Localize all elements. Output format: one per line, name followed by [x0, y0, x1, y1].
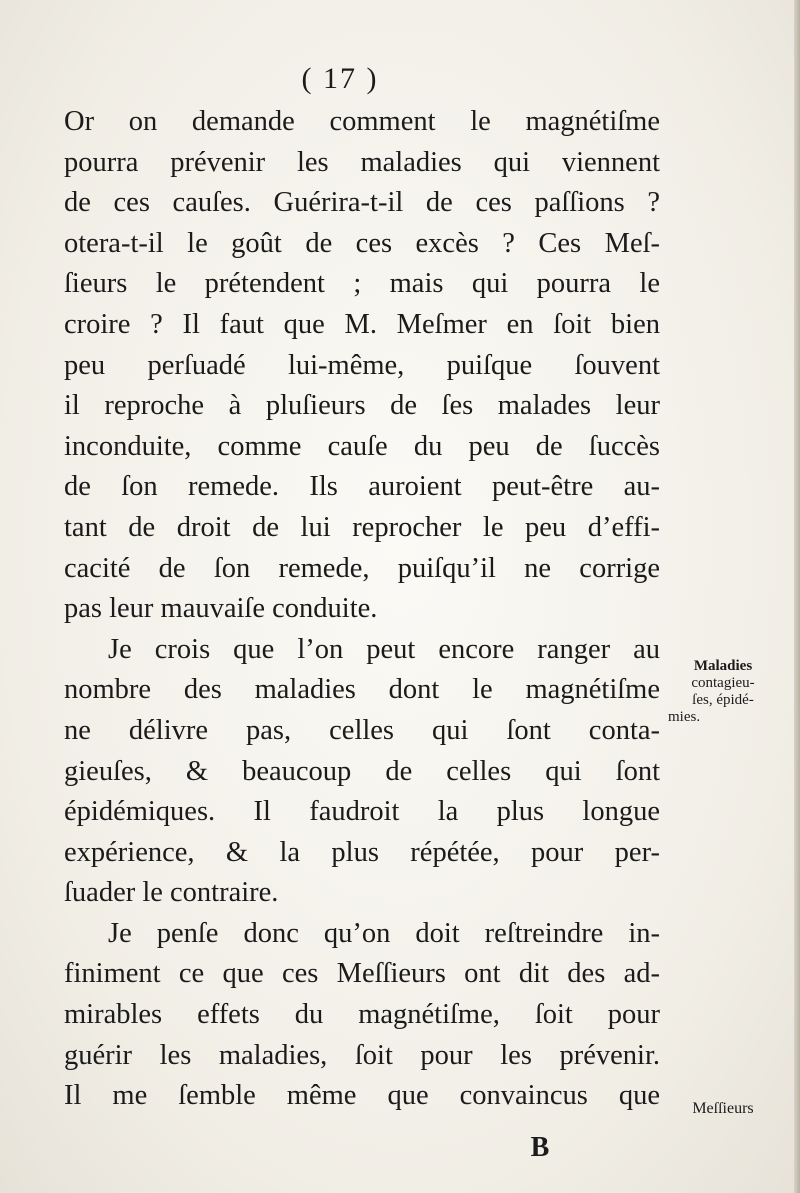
- text-line: de ces cauſes. Guérira-t-il de ces paſſions ?: [64, 187, 660, 219]
- text-line: pas leur mauvaiſe conduite.: [64, 593, 378, 625]
- text-line: Je penſe donc qu’on doit reſtreindre in-: [108, 917, 660, 949]
- text-line: ſuader le contraire.: [64, 877, 279, 909]
- text-line: cacité de ſon remede, puiſqu’il ne corrige: [64, 552, 660, 584]
- text-line: épidémiques. Il faudroit la plus longue: [64, 796, 660, 828]
- margin-note-line: ſes, épidé-: [692, 692, 754, 708]
- page-edge: [794, 0, 800, 1193]
- text-line: Je crois que l’on peut encore ranger au: [108, 633, 660, 665]
- text-line: gieuſes, & beaucoup de celles qui ſont: [64, 755, 660, 787]
- body-text: [64, 102, 660, 1117]
- text-line: de ſon remede. Ils auroient peut-être au-: [64, 471, 660, 503]
- text-line: mirables effets du magnétiſme, ſoit pour: [64, 999, 660, 1031]
- text-line: croire ? Il faut que M. Meſmer en ſoit bien: [64, 308, 660, 340]
- text-line: finiment ce que ces Meſſieurs ont dit des ad-: [64, 958, 660, 990]
- margin-note-line: Maladies: [693, 658, 753, 674]
- text-line: nombre des maladies dont le magnétiſme: [64, 674, 660, 706]
- text-line: guérir les maladies, ſoit pour les prévenir.: [64, 1039, 660, 1071]
- text-line: ſieurs le prétendent ; mais qui pourra le: [64, 268, 660, 300]
- text-line: expérience, & la plus répétée, pour per-: [64, 836, 660, 868]
- text-line: Il me ſemble même que convaincus que: [64, 1080, 660, 1112]
- text-line: inconduite, comme cauſe du peu de ſuccès: [64, 430, 660, 462]
- text-line: peu perſuadé lui-même, puiſque ſouvent: [64, 349, 660, 381]
- text-line: otera-t-il le goût de ces excès ? Ces Meſ-: [64, 227, 660, 259]
- margin-note-maladies: [664, 658, 782, 726]
- signature-mark: B: [530, 1132, 550, 1163]
- text-line: tant de droit de lui reprocher le peu d’effi-: [64, 511, 660, 543]
- text-line: ne délivre pas, celles qui ſont conta-: [64, 714, 660, 746]
- text-line: Or on demande comment le magnétiſme: [64, 106, 660, 137]
- text-line: pourra prévenir les maladies qui viennent: [64, 146, 660, 178]
- page-number: ( 17 ): [301, 62, 379, 95]
- catchword: Meſſieurs: [692, 1100, 754, 1117]
- text-line: il reproche à pluſieurs de ſes malades leur: [64, 390, 660, 422]
- margin-note-line: mies.: [668, 709, 701, 725]
- margin-note-line: contagieu-: [691, 675, 755, 691]
